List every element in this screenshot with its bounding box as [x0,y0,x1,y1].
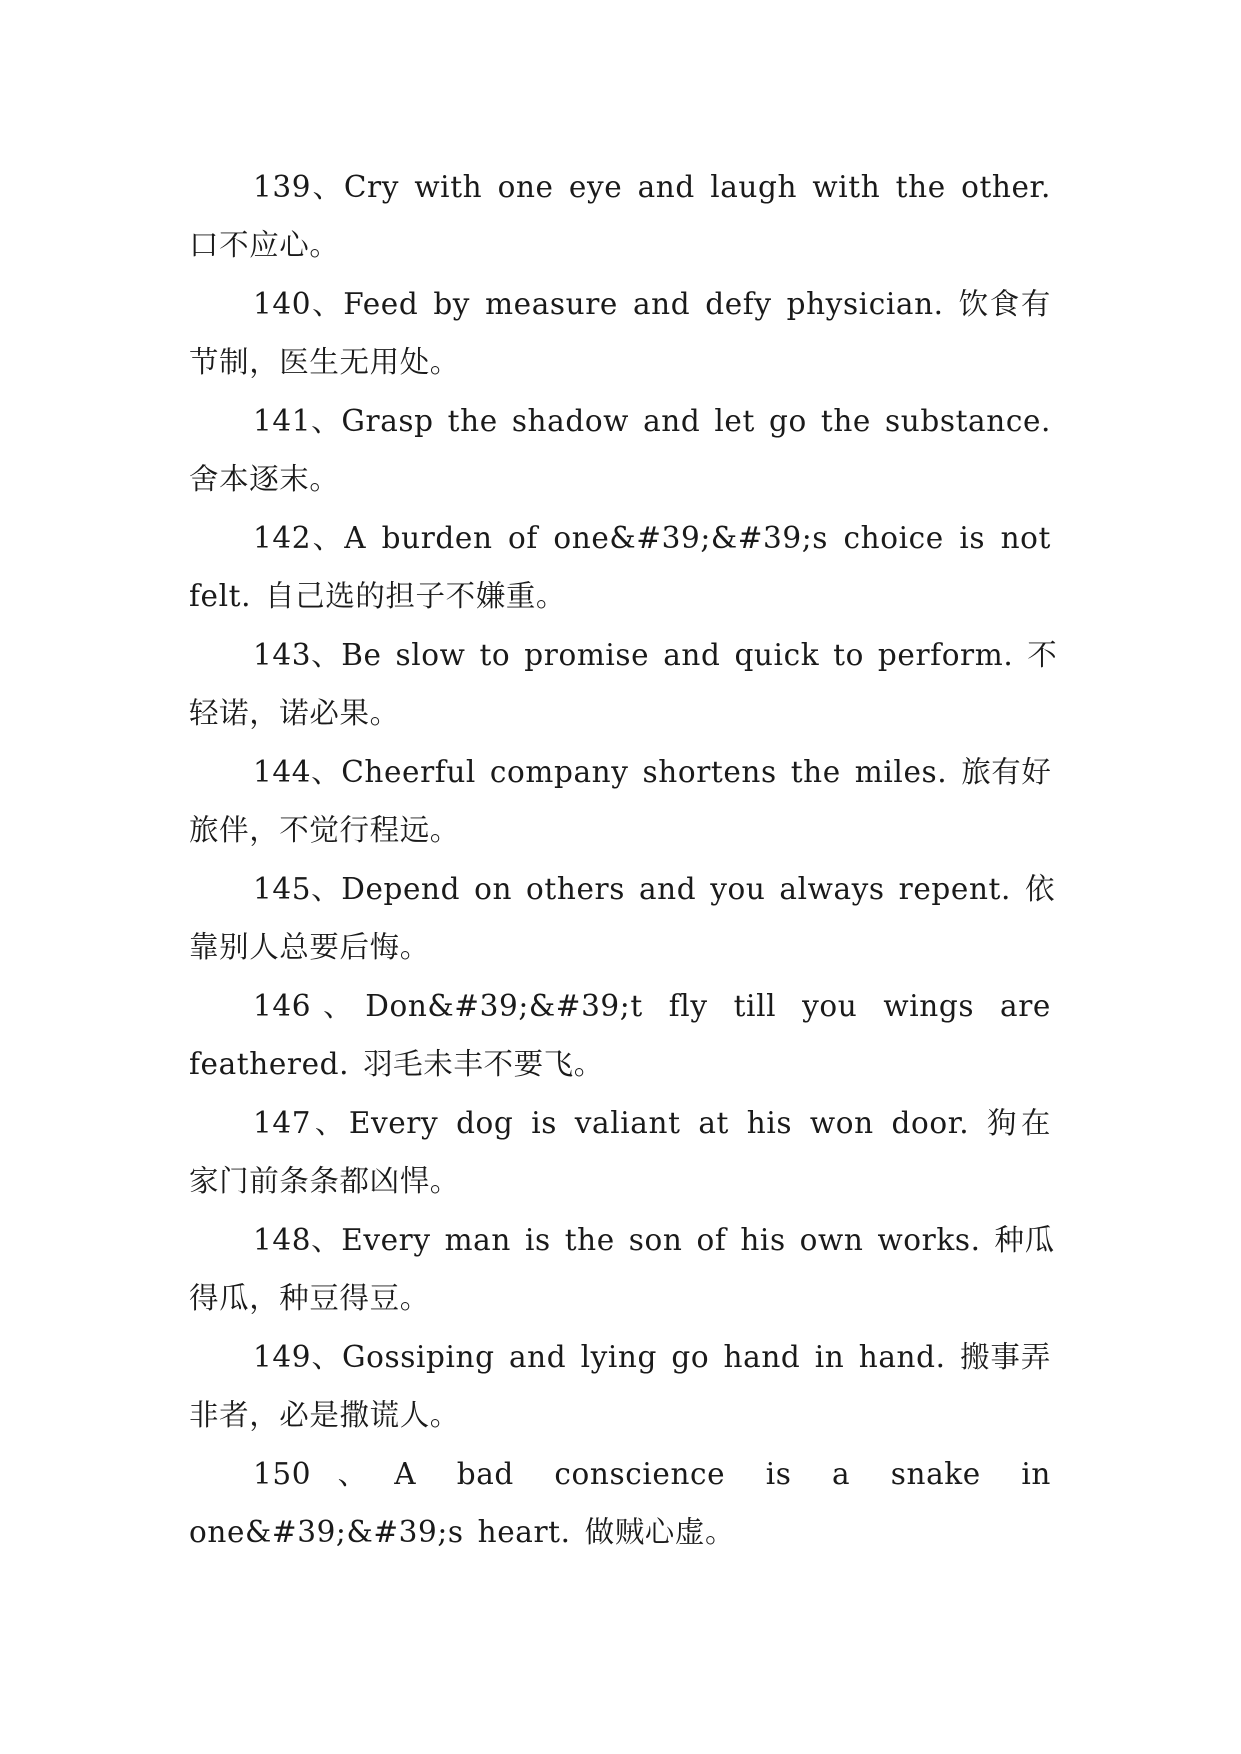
proverb-translation: 非者，必是撒谎人。 [189,1398,460,1432]
proverb-translation: 家门前条条都凶悍。 [189,1164,460,1198]
proverb-entry-140 [189,275,1051,391]
proverb-translation: 得瓜，种豆得豆。 [189,1281,430,1315]
proverb-entry-150 [189,1445,1051,1561]
proverb-text: 150、A bad conscience is a snake in [253,1457,1051,1491]
proverb-entry-148 [189,1211,1055,1327]
proverb-text: 146、Don&#39;&#39;t fly till you wings are [253,989,1051,1023]
proverb-text: 141、Grasp the shadow and let go the substance. [253,404,1051,438]
proverb-text: 144、Cheerful company shortens the miles. 旅有好 [253,755,1052,789]
proverb-entry-143 [189,626,1058,742]
proverb-translation: one&#39;&#39;s heart. 做贼心虚。 [189,1515,736,1549]
proverb-entry-144 [189,743,1051,859]
proverb-entry-139 [189,158,1051,274]
proverb-entry-147 [189,1094,1051,1210]
proverb-entry-146 [189,977,1051,1093]
proverb-translation: felt. 自己选的担子不嫌重。 [189,579,567,613]
proverb-text: 139、Cry with one eye and laugh with the other. [253,170,1051,204]
proverb-entry-149 [189,1328,1051,1444]
proverb-translation: 靠别人总要后悔。 [189,930,430,964]
proverb-entry-141 [189,392,1051,508]
document-page [189,158,1058,1562]
proverb-entry-142 [189,509,1051,625]
proverb-text: 143、Be slow to promise and quick to perform. 不 [253,638,1058,672]
proverb-translation: 舍本逐末。 [189,462,340,496]
proverb-translation: 轻诺，诺必果。 [189,696,400,730]
proverb-text: 140、Feed by measure and defy physician. 饮食有 [253,287,1051,321]
proverb-translation: 节制，医生无用处。 [189,345,460,379]
proverb-translation: 旅伴，不觉行程远。 [189,813,460,847]
proverb-text: 145、Depend on others and you always repent. 依 [253,872,1056,906]
proverb-text: 149、Gossiping and lying go hand in hand. 搬事弄 [253,1340,1051,1374]
proverb-translation: 口不应心。 [189,228,340,262]
proverb-text: 147、Every dog is valiant at his won door. 狗在 [253,1106,1051,1140]
proverb-text: 142、A burden of one&#39;&#39;s choice is not [253,521,1051,555]
proverb-entry-145 [189,860,1056,976]
proverb-text: 148、Every man is the son of his own works. 种瓜 [253,1223,1055,1257]
proverb-translation: feathered. 羽毛未丰不要飞。 [189,1047,604,1081]
